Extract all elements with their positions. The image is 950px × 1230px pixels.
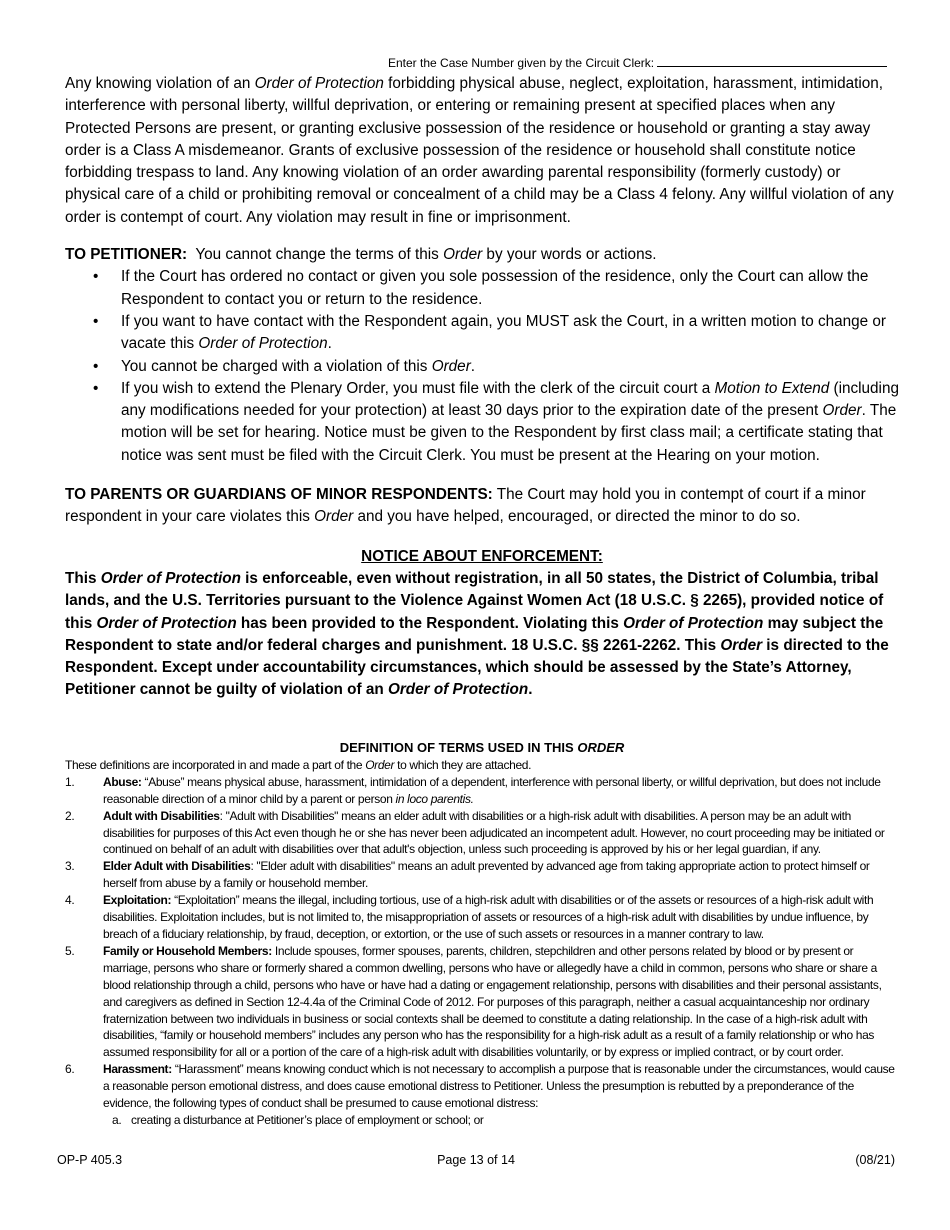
bullet-2-text-2: . <box>327 335 332 353</box>
enforcement-italic-5: Order of Protection <box>387 681 529 699</box>
definition-number: 5. <box>65 943 75 958</box>
definitions-section <box>65 740 899 1129</box>
subitem-text: creating a disturbance at Petitioner’s place of employment or school; or <box>131 1112 484 1127</box>
harassment-subitem-a <box>65 1112 899 1129</box>
to-petitioner-italic: Order <box>443 246 483 264</box>
main-content <box>65 73 899 702</box>
bullet-4-text-3: . The motion will be set for hearing. Notice must be given to the Respondent by first class mail; a certificate stating that notice was sent must be filed with the Circuit Clerk. You must be present at the Hearing on your motion. <box>121 402 897 464</box>
to-parents-text-2: and you have helped, encouraged, or directed the minor to do so. <box>353 508 801 526</box>
definitions-title-italic: ORDER <box>577 740 625 755</box>
definition-term: Harassment: <box>103 1062 172 1077</box>
definitions-intro <box>65 757 899 774</box>
bullet-3-text-1: You cannot be charged with a violation of this <box>121 357 432 375</box>
definition-number: 1. <box>65 774 75 789</box>
revision-date: (08/21) <box>855 1153 895 1167</box>
page-number: Page 13 of 14 <box>437 1153 515 1167</box>
violation-text-1: Any knowing violation of an <box>65 75 255 92</box>
definition-term: Adult with Disabilities <box>103 808 220 823</box>
enforcement-italic-1: Order of Protection <box>100 569 241 587</box>
definitions-intro-text-2: to which they are attached. <box>394 757 532 772</box>
petitioner-bullet-list <box>65 266 899 467</box>
enforcement-italic-4: Order <box>720 636 763 654</box>
definition-text: “Harassment” means knowing conduct which is not necessary to accomplish a purpose that is reasonable under the circumstances, would cause a reasonable person emotional distress, and does cause emotional distress to Petitioner. Unless the presumption is rebutted by a preponderance of the evidence, the following types of conduct shall be presumed to cause emotional distress: <box>103 1062 895 1111</box>
enforcement-text-3: has been provided to the Respondent. Violating this <box>236 614 624 632</box>
bullet-4-italic-2: Order <box>822 402 862 420</box>
definition-term: Exploitation: <box>103 893 172 908</box>
definition-harassment <box>65 1061 899 1112</box>
form-id: OP-P 405.3 <box>57 1153 123 1167</box>
petitioner-bullet-2 <box>121 311 899 356</box>
definitions-intro-text-1: These definitions are incorporated in and made a part of the <box>65 757 366 772</box>
enforcement-text-1: This <box>65 569 101 587</box>
to-parents-italic: Order <box>314 508 354 526</box>
violation-paragraph <box>65 73 899 229</box>
definition-text: : "Adult with Disabilities" means an elder adult with disabilities or a high-risk adult with disabilities. A person may be an adult with disabilities for purposes of this Act even though he or she has never been adjudicated an incompetent adult. However, no court proceeding may be initiated or continued on behalf of an adult with disabilities over that adult's objection, unless such proceeding is approved by his or her legal guardian, if any. <box>103 808 885 857</box>
case-number-blank[interactable] <box>657 55 887 67</box>
violation-italic: Order of Protection <box>254 75 384 92</box>
definition-text: Include spouses, former spouses, parents, children, stepchildren and other persons related by blood or by present or marriage, persons who share or formerly shared a common dwelling, persons who have or allegedly have a child in common, persons who share or share a blood relationship through a child, persons who have or have had a dating or engagement relationship, persons with disabilities and their personal assistants, and caregivers as defined in Section 12-4.4a of the Criminal Code of 2012. For purposes of this paragraph, neither a casual acquaintanceship nor ordinary fraternization between two individuals in business or social contexts shall be deemed to constitute a dating relationship. In the case of a high-risk adult with disabilities, “family or household members” includes any person who has the responsibility for a high-risk adult as a result of a family relationship or who has assumed responsibility for all or a portion of the care of a high-risk adult with disabilities voluntarily, or by express or implied contract, or by court order. <box>103 943 882 1060</box>
to-petitioner-intro <box>65 244 899 266</box>
definition-number: 2. <box>65 808 75 823</box>
definition-italic: in loco parentis. <box>395 791 474 806</box>
petitioner-bullet-4 <box>121 378 899 467</box>
definitions-title-text: DEFINITION OF TERMS USED IN THIS <box>339 740 578 755</box>
definition-number: 3. <box>65 859 75 874</box>
definition-text: : "Elder adult with disabilities" means an adult prevented by advanced age from taking appropriate action to protect himself or herself from abuse by a family or household member. <box>103 859 870 891</box>
definitions-intro-italic: Order <box>365 757 395 772</box>
to-petitioner-text-2: by your words or actions. <box>482 246 657 264</box>
subitem-letter: a. <box>112 1112 122 1127</box>
bullet-1-text: If the Court has ordered no contact or given you sole possession of the residence, only the Court can allow the Respondent to contact you or return to the residence. <box>121 268 869 308</box>
to-parents-text-1: The Court may hold you in contempt of court if a minor respondent in your care violates this <box>65 486 866 526</box>
definition-term: Elder Adult with Disabilities <box>103 859 251 874</box>
enforcement-text-2: is enforceable, even without registration, in all 50 states, the District of Columbia, tribal lands, and the U.S. Territories pursuant to the Violence Against Women Act (18 U.S.C. § 2265), provided notice of this <box>65 569 884 632</box>
bullet-4-italic-1: Motion to Extend <box>714 379 830 397</box>
to-parents-heading: TO PARENTS OR GUARDIANS OF MINOR RESPONDENTS: <box>65 486 493 504</box>
definition-text: “Exploitation” means the illegal, including tortious, use of a high-risk adult with disabilities or of the assets or resources of a high-risk adult with disabilities. Exploitation includes, but is not limited to, the misappropriation of assets or resources of a high-risk adult with disabilities by undue influence, by breach of a fiduciary relationship, by fraud, deception, or extortion, or the use of such assets or resources in a manner contrary to law. <box>103 893 874 941</box>
enforcement-title: NOTICE ABOUT ENFORCEMENT: <box>361 547 603 565</box>
enforcement-italic-2: Order of Protection <box>96 614 237 632</box>
to-parents-paragraph <box>65 484 899 529</box>
to-petitioner-heading: TO PETITIONER: <box>65 246 188 264</box>
to-petitioner-text-1: You cannot change the terms of this <box>187 246 444 264</box>
enforcement-text-6: . <box>528 681 533 699</box>
definition-adult-with-disabilities <box>65 808 899 859</box>
enforcement-text-4: may subject the Respondent to state and/or federal charges and punishment. 18 U.S.C. §§ 2261-2262. This <box>65 614 884 654</box>
definition-family-household <box>65 943 899 1061</box>
enforcement-paragraph <box>65 568 899 702</box>
definition-term: Family or Household Members: <box>103 943 272 958</box>
bullet-3-italic: Order <box>431 357 471 375</box>
bullet-4-text-2: (including any modifications needed for your protection) at least 30 days prior to the expiration date of the present <box>121 379 899 420</box>
bullet-3-text-2: . <box>470 357 476 375</box>
definition-abuse <box>65 774 899 808</box>
bullet-2-italic: Order of Protection <box>198 335 328 353</box>
definition-elder-adult <box>65 858 899 892</box>
definition-term: Abuse: <box>103 774 142 789</box>
case-number-line <box>388 55 887 70</box>
case-number-label: Enter the Case Number given by the Circuit Clerk: <box>388 56 655 70</box>
definition-number: 6. <box>65 1062 75 1077</box>
violation-text-2: forbidding physical abuse, neglect, exploitation, harassment, intimidation, interference with personal liberty, willful deprivation, or entering or remaining present at specified places when any Protected Persons are present, or granting exclusive possession of the residence or household or granting a stay away order is a Class A misdemeanor. Grants of exclusive possession of the residence or household shall constitute notice forbidding trespass to land. Any knowing violation of an order awarding parental responsibility (formerly custody) or physical care of a child or prohibiting removal or concealment of a child may be a Class 4 felony. Any willful violation of any order is contempt of court. Any violation may result in fine or imprisonment. <box>65 75 894 226</box>
definition-text: “Abuse” means physical abuse, harassment, intimidation of a dependent, interference with personal liberty, or willful deprivation, but does not include reasonable direction of a minor child by a parent or person <box>103 774 881 806</box>
definition-number: 4. <box>65 893 75 908</box>
enforcement-text-5: is directed to the Respondent. Except under accountability circumstances, which should be assessed by the State’s Attorney, Petitioner cannot be guilty of violation of an <box>65 636 889 699</box>
bullet-4-text-1: If you wish to extend the Plenary Order, you must file with the clerk of the circuit court a <box>121 379 715 397</box>
bullet-2-text-1: If you want to have contact with the Respondent again, you MUST ask the Court, in a written motion to change or vacate this <box>121 312 886 353</box>
petitioner-bullet-1 <box>121 266 899 311</box>
petitioner-bullet-3 <box>121 356 899 378</box>
definition-exploitation <box>65 892 899 943</box>
definitions-title <box>65 740 899 757</box>
enforcement-italic-3: Order of Protection <box>623 614 764 632</box>
